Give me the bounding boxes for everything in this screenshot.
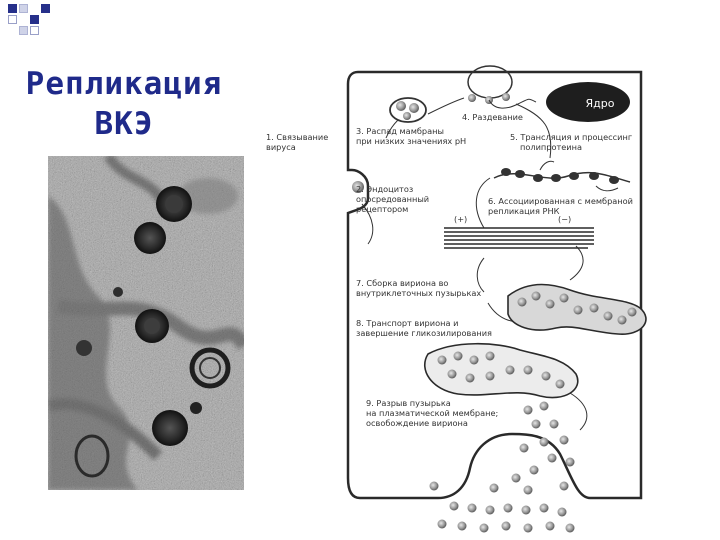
step7-label: 7. Сборка вириона во внутриклеточных пузырьках	[356, 278, 482, 298]
rna-strands	[444, 228, 594, 248]
corner-square	[30, 26, 39, 35]
step1-label: 1. Связывание вируса	[266, 132, 329, 152]
plus-strand-label: (+)	[454, 214, 468, 224]
electron-micrograph	[48, 156, 244, 490]
step8-label: 8. Транспорт вириона и завершение гликозилирования	[356, 318, 492, 338]
slide-title-line2: ВКЭ	[94, 106, 154, 142]
corner-square	[41, 4, 50, 13]
step4-label: 4. Раздевание	[462, 112, 523, 122]
slide-title-line1: Репликация	[25, 66, 223, 102]
minus-strand-label: (−)	[558, 214, 572, 224]
corner-square	[19, 4, 28, 13]
corner-square	[19, 26, 28, 35]
step9-label: 9. Разрыв пузырька на плазматической мембране; освобождение вириона	[366, 398, 499, 428]
transport-vesicle	[425, 344, 578, 398]
corner-square	[30, 15, 39, 24]
step2-label: 2. Эндоцитоз опосредованный рецептором	[356, 184, 430, 214]
nucleus-label: Ядро	[585, 97, 615, 110]
step5-label: 5. Трансляция и процессинг полипротеина	[510, 132, 633, 152]
replication-cycle-diagram	[258, 58, 662, 538]
step3-label: 3. Распад мамбраны при низких значениях pH	[356, 126, 467, 146]
corner-square	[8, 15, 17, 24]
step6-label: 6. Ассоциированная с мембраной репликация РНК	[488, 196, 633, 216]
corner-square	[8, 4, 17, 13]
